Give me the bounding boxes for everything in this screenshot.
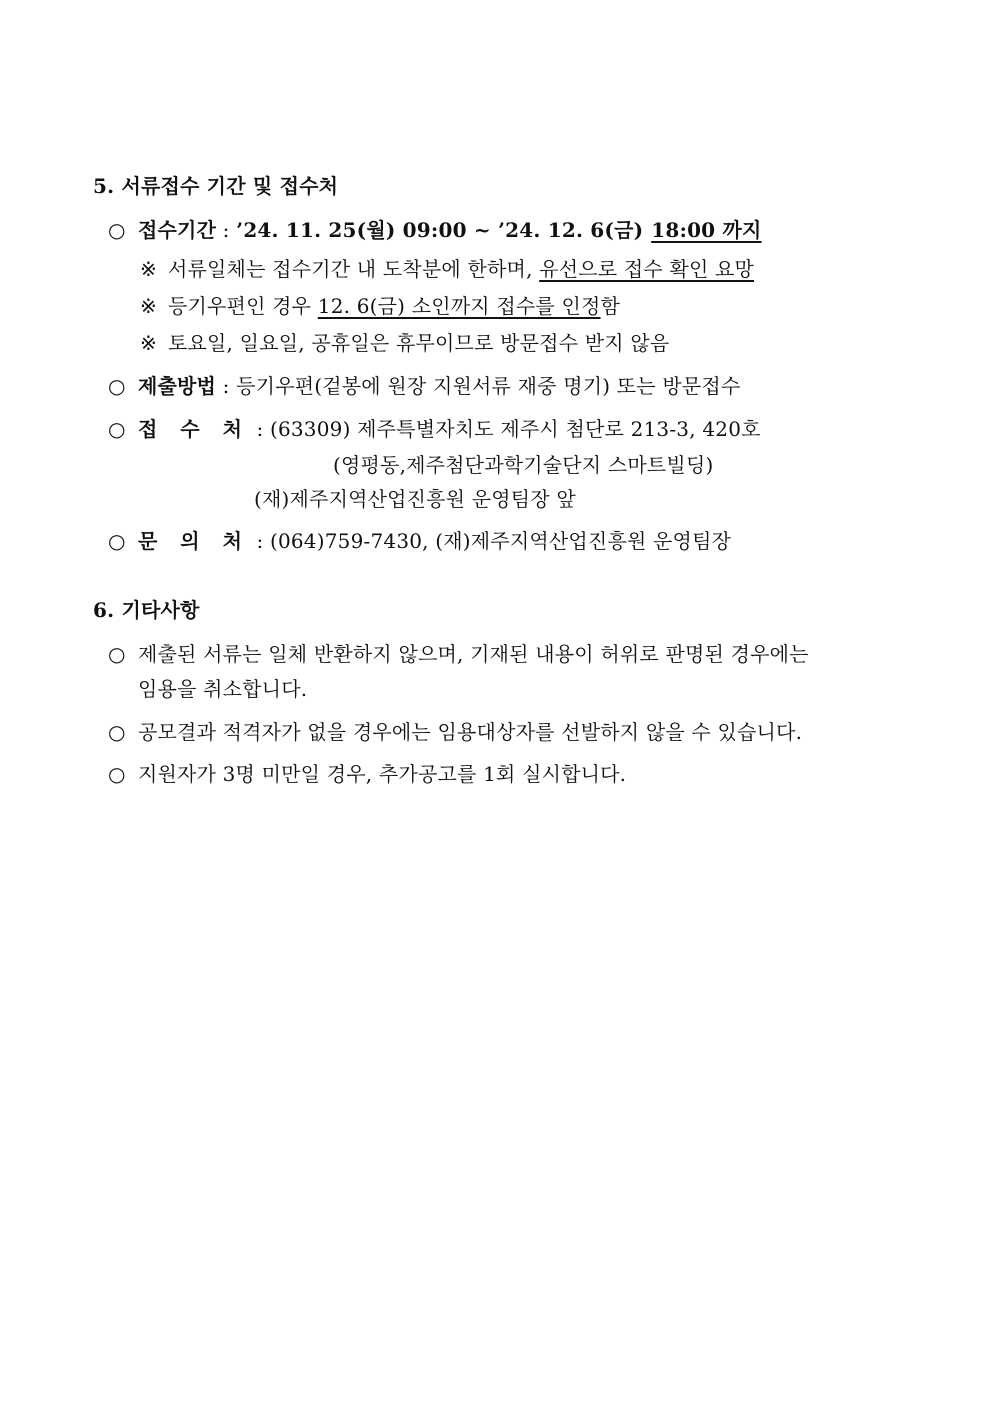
- circle-bullet-icon: ○: [108, 218, 126, 242]
- note-text: 토요일, 일요일, 공휴일은 휴무이므로 방문접수 받지 않음: [168, 331, 670, 355]
- circle-bullet-icon: ○: [108, 642, 126, 666]
- circle-bullet-icon: ○: [108, 374, 126, 398]
- other-item-text: 공모결과 적격자가 없을 경우에는 임용대상자를 선발하지 않을 수 있습니다.: [138, 720, 803, 744]
- note-text: 서류일체는 접수기간 내 도착분에 한하며,: [168, 257, 540, 281]
- note-tail-text: 함: [600, 294, 621, 318]
- note-underlined-text: 12. 6(금) 소인까지 접수를 인정: [317, 294, 601, 318]
- period-deadline: 18:00 까지: [651, 218, 762, 242]
- other-item-3: [108, 760, 626, 788]
- other-item-1-continuation: 임용을 취소합니다.: [138, 677, 308, 701]
- note-text: 등기우편인 경우: [168, 294, 318, 318]
- other-item-text: 지원자가 3명 미만일 경우, 추가공고를 1회 실시합니다.: [138, 762, 627, 786]
- period-note-3: [140, 329, 669, 357]
- section-6-heading: 6. 기타사항: [93, 598, 200, 622]
- method-label: 제출방법: [138, 374, 217, 398]
- method-value: 등기우편(겉봉에 원장 지원서류 재중 명기) 또는 방문접수: [236, 374, 741, 398]
- method-row: [108, 372, 740, 400]
- place-separator: :: [249, 417, 270, 441]
- other-item-1: [108, 640, 809, 668]
- other-item-2: [108, 718, 802, 746]
- note-underlined-text: 유선으로 접수 확인 요망: [539, 257, 755, 281]
- period-note-1: [140, 255, 754, 283]
- circle-bullet-icon: ○: [108, 417, 126, 441]
- period-label: 접수기간: [138, 218, 217, 242]
- contact-row: [108, 527, 731, 555]
- contact-value: (064)759-7430, (재)제주지역산업진흥원 운영팀장: [269, 529, 732, 553]
- reference-mark-icon: ※: [140, 331, 157, 355]
- place-label: 접 수 처: [138, 417, 250, 441]
- method-separator: :: [216, 374, 237, 398]
- contact-label: 문 의 처: [138, 529, 250, 553]
- period-separator: :: [216, 218, 237, 242]
- reference-mark-icon: ※: [140, 257, 157, 281]
- place-address-line-3: (재)제주지역산업진흥원 운영팀장 앞: [254, 487, 576, 511]
- circle-bullet-icon: ○: [108, 720, 126, 744]
- place-address-line-1: (63309) 제주특별자치도 제주시 첨단로 213-3, 420호: [269, 417, 761, 441]
- place-address-line-2: (영평동,제주첨단과학기술단지 스마트빌딩): [333, 453, 714, 477]
- circle-bullet-icon: ○: [108, 762, 126, 786]
- period-note-2: [140, 292, 620, 320]
- section-5-heading: 5. 서류접수 기간 및 접수처: [93, 174, 339, 198]
- contact-separator: :: [249, 529, 270, 553]
- period-value: ’24. 11. 25(월) 09:00 ~ ’24. 12. 6(금): [236, 218, 644, 242]
- period-row: [108, 216, 762, 244]
- other-item-text: 제출된 서류는 일체 반환하지 않으며, 기재된 내용이 허위로 판명된 경우에는: [138, 642, 809, 666]
- place-row: [108, 415, 761, 443]
- reference-mark-icon: ※: [140, 294, 157, 318]
- circle-bullet-icon: ○: [108, 529, 126, 553]
